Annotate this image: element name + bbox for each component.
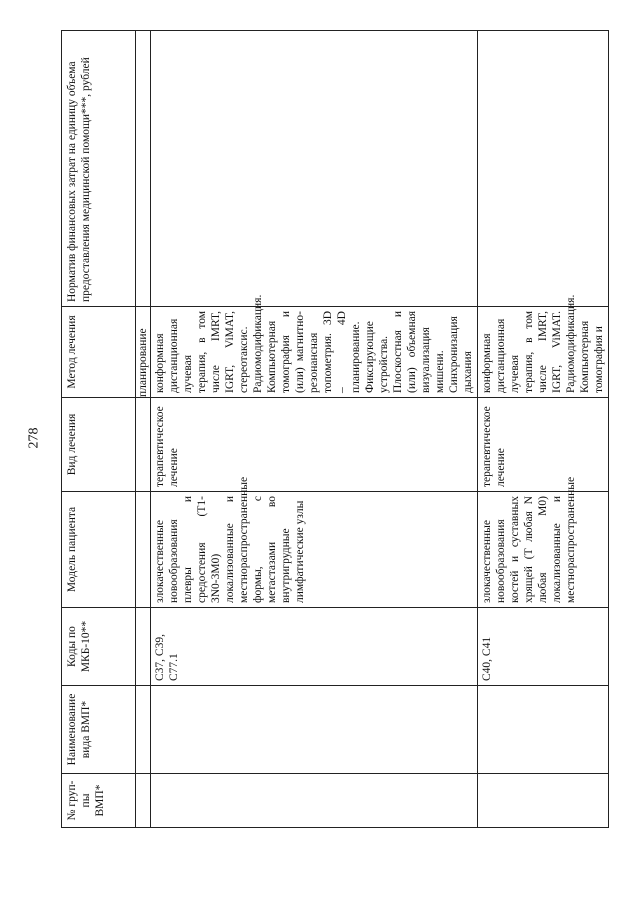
page-number-text: 278 xyxy=(26,427,41,449)
page-number xyxy=(22,418,46,458)
header-patient-model: Модель пациента xyxy=(62,492,136,608)
continuation-cell-method: планирование xyxy=(136,307,151,398)
medical-care-table xyxy=(61,30,609,828)
continuation-cell-name xyxy=(136,686,151,774)
header-treatment-type: Вид лечения xyxy=(62,398,136,492)
continuation-cell-group xyxy=(136,774,151,828)
row1-patient-model: злокачественные новообразования плевры и средостения (T1-3N0-3M0) локализованные и местнораспространенные формы, с метастазами во внутригрудные лимфатические узлы xyxy=(151,492,478,608)
rotated-table-container xyxy=(61,31,605,828)
row2-codes: C40, C41 xyxy=(478,608,609,686)
row2-patient-model: злокачественные новообразования костей и суставных хрящей (T любая N любая M0) локализованные и местнораспространенные xyxy=(478,492,609,608)
row2-norm xyxy=(478,31,609,307)
header-row xyxy=(62,31,136,828)
header-icd-codes: Коды по МКБ-10** xyxy=(62,608,136,686)
row1-group xyxy=(151,774,478,828)
table-viewport xyxy=(61,31,605,828)
row1-name xyxy=(151,686,478,774)
header-group-number: № груп-пы ВМП* xyxy=(62,774,136,828)
row1-norm xyxy=(151,31,478,307)
header-vmp-name: Наименование вида ВМП* xyxy=(62,686,136,774)
row1-codes: C37, C39, C77.1 xyxy=(151,608,478,686)
row2-treatment-type: терапевтическое лечение xyxy=(478,398,609,492)
header-treatment-method: Метод лечения xyxy=(62,307,136,398)
row1-treatment-type: терапевтическое лечение xyxy=(151,398,478,492)
table-row xyxy=(478,31,609,828)
row2-group xyxy=(478,774,609,828)
continuation-cell-norm xyxy=(136,31,151,307)
continuation-cell-model xyxy=(136,492,151,608)
continuation-cell-codes xyxy=(136,608,151,686)
continuation-cell-type xyxy=(136,398,151,492)
row2-method: конформная дистанционная лучевая терапия, в том числе IMRT, IGRT, ViMAT. Радиомодификация. Компьютерная томография и xyxy=(478,307,609,398)
row2-name xyxy=(478,686,609,774)
table-row xyxy=(151,31,478,828)
row1-method: конформная дистанционная лучевая терапия, в том числе IMRT, IGRT, ViMAT, стереотаксис. Радиомодификация. Компьютерная томография и (или) магнитно-резонансная топометрия. 3D – 4D планирование. Фиксирующие устройства. Плоскостная и (или) объемная визуализация мишени. Синхронизация дыхания xyxy=(151,307,478,398)
header-financial-norm: Норматив финансовых затрат на единицу объема предоставления медицинской помощи***, рублей xyxy=(62,31,136,307)
continuation-row xyxy=(136,31,151,828)
